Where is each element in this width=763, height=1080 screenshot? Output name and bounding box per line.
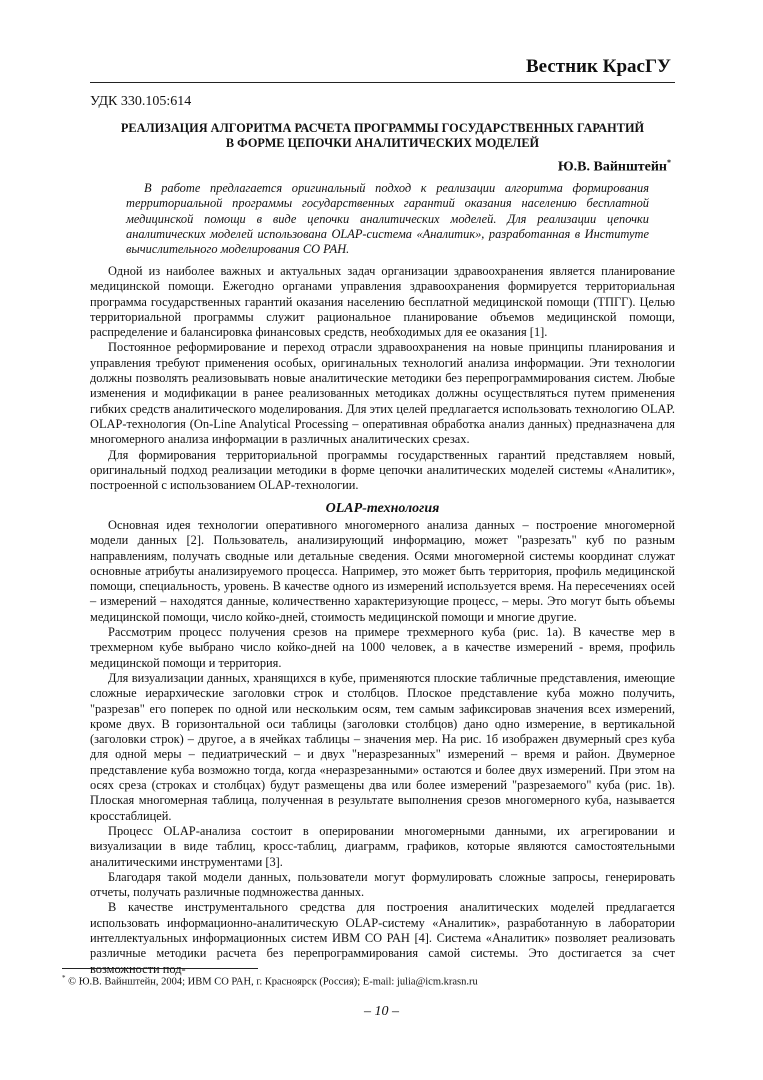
author-name: Ю.В. Вайнштейн xyxy=(557,159,667,175)
section-text xyxy=(90,518,675,977)
footnote xyxy=(62,974,478,988)
paragraph: Для визуализации данных, хранящихся в кубе, применяются плоские табличные представления, имеющие сложные иерархические заголовки строк и столбцов. Плоское представление куба можно получить, "разрезав" его поперек по одной или нескольким осям, тем самым зафиксировав значения всех измерений, кроме двух. В горизонтальной оси таблицы (заголовки столбцов) дано одно измерение, в вертикальной (заголовки строк) – другое, а в ячейках таблицы – значения мер. На рис. 1б изображен двумерный срез куба для одной меры – педиатрический – и двух "неразрезанных" измерений – время и район. Двумерное представление куба возможно тогда, когда «неразрезанными» остаются и более двух измерений. При этом на осях среза (строках и столбцах) будут размещены два или более измерений "разрезаемого" куба (рис. 1в). Плоская многомерная таблица, полученная в результате выполнения срезов многомерного куба, называется кросстаблицей. xyxy=(90,670,675,823)
header-rule xyxy=(90,82,675,83)
udk-code: УДК 330.105:614 xyxy=(90,94,192,109)
journal-header: Вестник КрасГУ xyxy=(525,56,671,77)
paragraph: Процесс OLAP-анализа состоит в оперировании многомерными данными, их агрегировании и визуализации в виде таблиц, кросс-таблиц, диаграмм, графиков, которые являются самостоятельными аналитическими инструментами [3]. xyxy=(90,823,675,869)
paragraph: В качестве инструментального средства для построения аналитических моделей предлагается использовать информационно-аналитическую OLAP-систему «Аналитик», разработанную в лаборатории интеллектуальных информационных систем ИВМ СО РАН [4]. Система «Аналитик» позволяет реализовать различные методики расчета без перепрограммирования самой системы. Это достигается за счет возможности под- xyxy=(90,900,675,976)
page-number: – 10 – xyxy=(364,1004,399,1019)
footnote-rule xyxy=(62,968,258,969)
footnote-text: © Ю.В. Вайнштейн, 2004; ИВМ СО РАН, г. Красноярск (Россия); E-mail: julia@icm.krasn.ru xyxy=(68,976,478,988)
paragraph: Благодаря такой модели данных, пользователи могут формулировать сложные запросы, генерировать отчеты, получать различные подмножества данных. xyxy=(90,869,675,900)
footnote-mark: * xyxy=(62,974,66,982)
title-line-1: РЕАЛИЗАЦИЯ АЛГОРИТМА РАСЧЕТА ПРОГРАММЫ ГОСУДАРСТВЕННЫХ ГАРАНТИЙ xyxy=(120,121,645,135)
paragraph: Основная идея технологии оперативного многомерного анализа данных – построение многомерной модели данных [2]. Пользователь, анализирующий информацию, может "разрезать" куб по разным направлениям, получать сводные или детальные сведения. Осями многомерной системы координат служат основные атрибуты анализируемого процесса. Например, это может быть территория, профиль медицинской помощи, специальность, уровень. В качестве одного из измерений используется время. На пересечениях осей – измерений – находятся данные, количественно характеризующие процесс, – меры. Это могут быть объемы медицинской помощи, число койко-дней, стоимость медицинской помощи и многие другие. xyxy=(90,518,675,624)
abstract: В работе предлагается оригинальный подход к реализации алгоритма формирования территориальной программы государственных гарантий оказания населению бесплатной медицинской помощи в виде цепочки аналитических моделей. Для реализации цепочки аналитических моделей использована OLAP-система «Аналитик», разработанная в Институте вычислительного моделирования СО РАН. xyxy=(126,181,649,257)
section-heading: OLAP-технология xyxy=(325,501,440,516)
author xyxy=(558,158,671,176)
paragraph: Рассмотрим процесс получения срезов на примере трехмерного куба (рис. 1а). В качестве мер в трехмерном кубе выбрано число койко-дней на 1000 человек, а в качестве измерений - время, профиль медицинской помощи и территория. xyxy=(90,625,675,670)
intro-text xyxy=(90,264,675,493)
paragraph: Одной из наиболее важных и актуальных задач организации здравоохранения является планирование медицинской помощи. Ежегодно органами управления здравоохранения формируется территориальная программа государственных гарантий оказания населению бесплатной медицинской помощи (ТПГГ). Целью территориальной программы служит рациональное планирование объемов медицинской помощи, распределение и балансировка финансовых средств, необходимых для ее оказания [1]. xyxy=(90,264,675,340)
paragraph: Постоянное реформирование и переход отрасли здравоохранения на новые принципы планирования и управления требуют применения особых, оригинальных технологий анализа информации. Эти технологии должны позволять реализовывать новые аналитические методики без перепрограммирования систем. Любые изменения и модификации в ранее реализованных методиках должны осуществляться путем применения гибких средств аналитического моделирования. Для этих целей предлагается использовать технологию OLAP. OLAP-технология (On-Line Analytical Processing – оперативная обработка анализ данных) предназначена для многомерного анализа информации в различных аналитических срезах. xyxy=(90,340,675,447)
article-title xyxy=(90,121,675,151)
paragraph: Для формирования территориальной программы государственных гарантий представляем новый, оригинальный подход реализации методики в форме цепочки аналитических моделей системы «Аналитик», построенной с использованием OLAP-технологии. xyxy=(90,447,675,493)
title-line-2: В ФОРМЕ ЦЕПОЧКИ АНАЛИТИЧЕСКИХ МОДЕЛЕЙ xyxy=(225,136,540,150)
author-footnote-mark: * xyxy=(667,158,671,167)
